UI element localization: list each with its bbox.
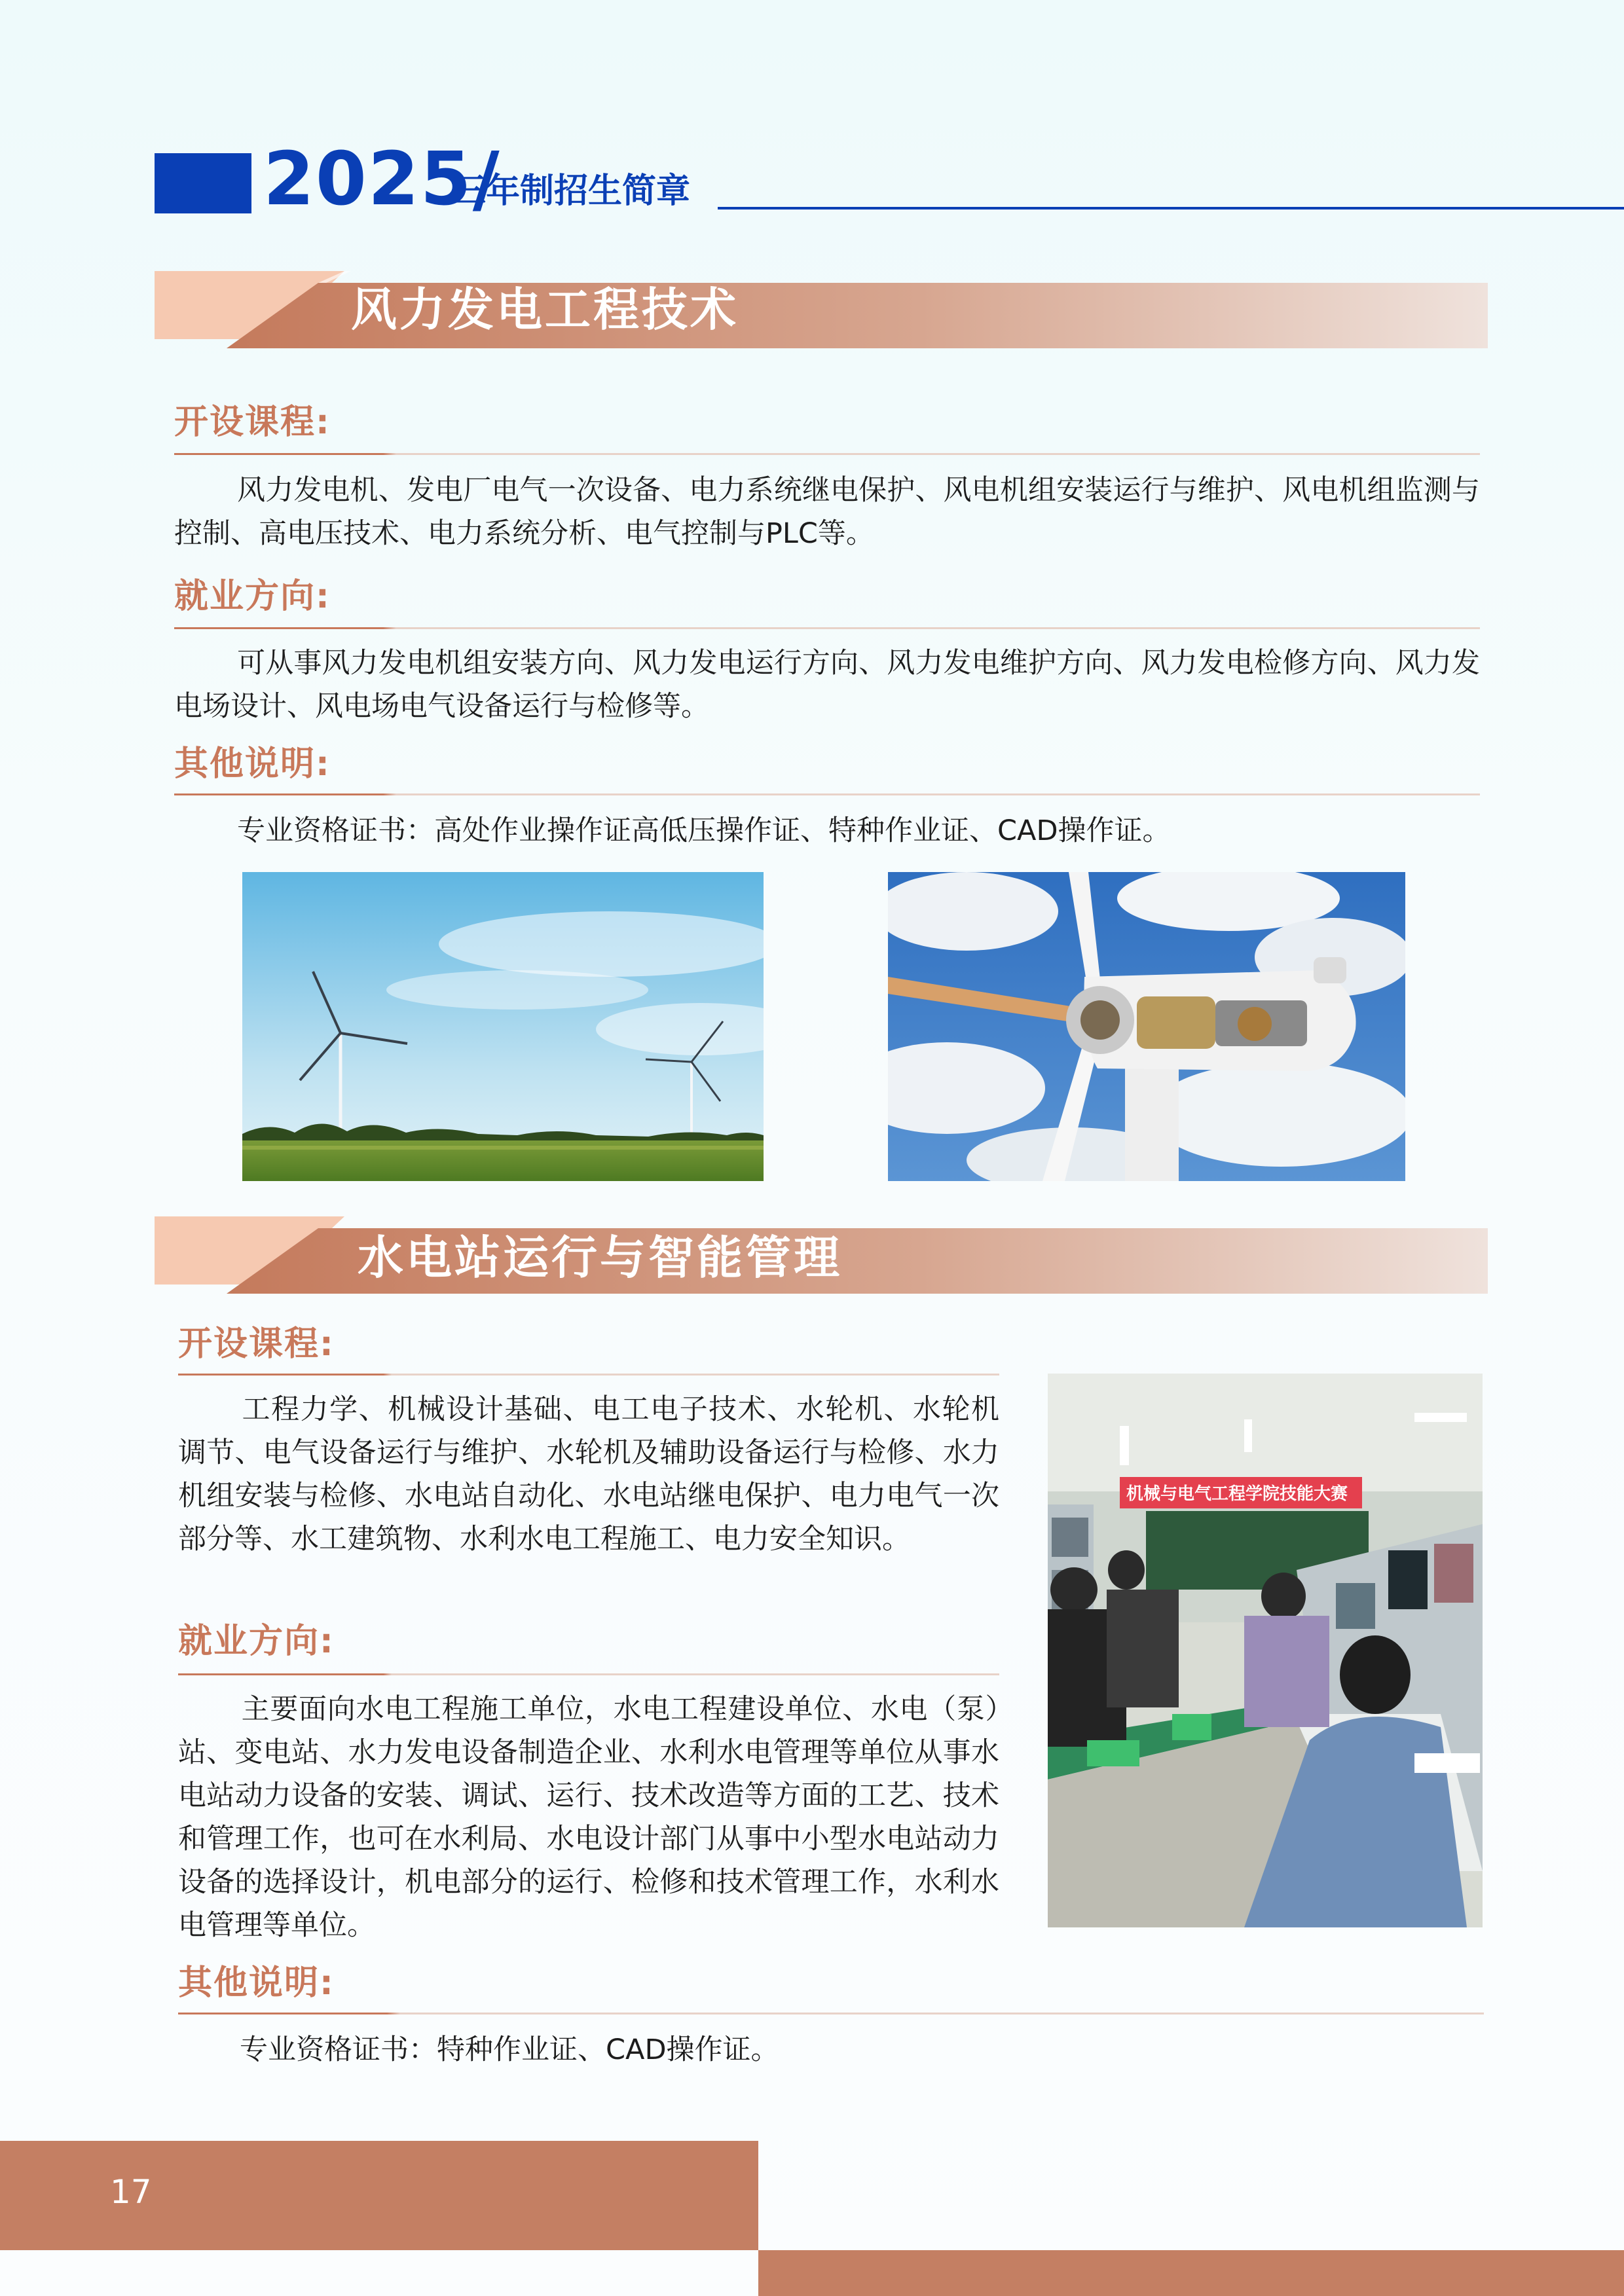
competition-banner-text: 机械与电气工程学院技能大赛 [1126, 1484, 1348, 1504]
section1-other-text: 专业资格证书：高处作业操作证高低压操作证、特种作业证、CAD操作证。 [237, 814, 1171, 847]
section1-other-heading: 其他说明: [174, 744, 331, 784]
section1-courses-rule [174, 453, 1480, 455]
header-block [155, 153, 251, 213]
section1-courses-text: 风力发电机、发电厂电气一次设备、电力系统继电保护、风电机组安装运行与维护、风电机组监测与控制、高电压技术、电力系统分析、电气控制与PLC等。 [174, 474, 1480, 550]
section1-jobs-text: 可从事风力发电机组安装方向、风力发电运行方向、风力发电维护方向、风力发电检修方向、风力发电场设计、风电场电气设备运行与检修等。 [174, 647, 1480, 723]
section2-courses-rule [178, 1374, 999, 1376]
section2-jobs-heading: 就业方向: [178, 1622, 335, 1661]
section1-courses-heading: 开设课程: [174, 403, 331, 442]
section2-banner [155, 1216, 1488, 1294]
section2-courses-text: 工程力学、机械设计基础、电工电子技术、水轮机、水轮机调节、电气设备运行与维护、水轮机及辅助设备运行与检修、水力机组安装与检修、水电站自动化、水电站继电保护、电力电气一次部分等、水工建筑物、水利水电工程施工、电力安全知识。 [178, 1393, 999, 1556]
section2-courses-heading: 开设课程: [178, 1324, 335, 1364]
header-year: 2025/ [263, 137, 501, 222]
section2-jobs-rule [178, 1673, 999, 1675]
skills-competition-photo [1048, 1374, 1483, 1927]
section2-other-heading: 其他说明: [178, 1963, 335, 2003]
wind-farm-photo [242, 872, 764, 1181]
section1-jobs-heading: 就业方向: [174, 577, 331, 616]
section2-other-text: 专业资格证书：特种作业证、CAD操作证。 [240, 2033, 779, 2066]
section1-jobs-rule [174, 627, 1480, 629]
page-number: 17 [110, 2173, 152, 2211]
section1-title: 风力发电工程技术 [351, 283, 739, 337]
turbine-nacelle-photo [888, 872, 1405, 1181]
header-rule [718, 207, 1624, 210]
section2-title: 水电站运行与智能管理 [358, 1231, 842, 1285]
section1-banner [155, 271, 1488, 348]
section2-other-rule [178, 2013, 1484, 2014]
header-subtitle: 三年制招生简章 [452, 172, 691, 211]
section2-jobs-text: 主要面向水电工程施工单位，水电工程建设单位、水电（泵）站、变电站、水力发电设备制造企业、水利水电管理等单位从事水电站动力设备的安装、调试、运行、技术改造等方面的工艺、技术和管理工作，也可在水利局、水电设计部门从事中小型水电站动力设备的选择设计，机电部分的运行、检修和技术管理工作，水利水电管理等单位。 [178, 1693, 999, 1942]
section1-other-rule [174, 793, 1480, 795]
footer-bar-right [758, 2250, 1624, 2296]
